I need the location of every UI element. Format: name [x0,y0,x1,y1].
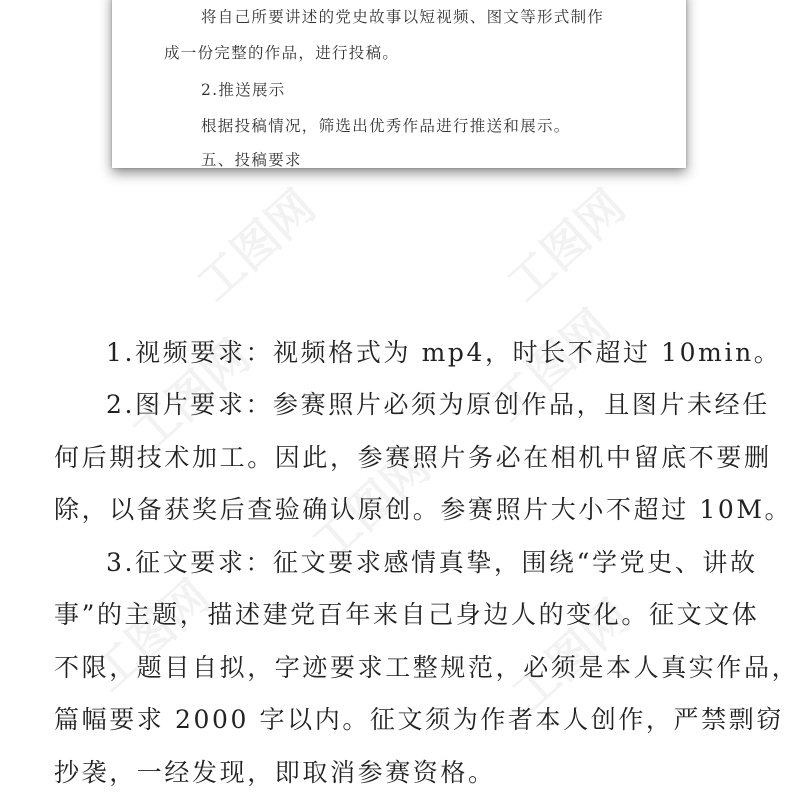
body-paragraph-line: 抄袭，一经发现，即取消参赛资格。 [54,758,496,787]
document-preview-card [112,0,686,168]
body-paragraph-line: 何后期技术加工。因此，参赛照片务必在相机中留底不要删 [54,443,772,472]
body-paragraph-line: 除，以备获奖后查验确认原创。参赛照片大小不超过 10M。 [54,495,793,524]
watermark: 工图网 [121,328,261,462]
watermark: 工图网 [81,568,221,702]
watermark: 工图网 [186,178,326,312]
card-paragraph-line: 根据投稿情况，筛选出优秀作品进行推送和展示。 [201,117,571,135]
body-paragraph-line: 1.视频要求：视频格式为 mp4，时长不超过 10min。 [106,338,782,367]
body-paragraph-line: 不限，题目自拟，字迹要求工整规范，必须是本人真实作品， [54,653,800,682]
body-paragraph-line: 篇幅要求 2000 字以内。征文须为作者本人创作，严禁剽窃 [54,705,784,734]
body-paragraph-line: 2.图片要求：参赛照片必须为原创作品，且图片未经任 [106,390,770,419]
card-section-heading: 2.推送展示 [201,81,286,99]
body-paragraph-line: 事”的主题，描述建党百年来自己身边人的变化。征文文体 [54,600,760,629]
card-section-heading: 五、投稿要求 [201,151,302,169]
card-paragraph-line: 将自己所要讲述的党史故事以短视频、图文等形式制作 [201,8,605,26]
card-paragraph-line: 成一份完整的作品，进行投稿。 [164,44,400,62]
watermark: 工图网 [496,178,636,312]
body-paragraph-line: 3.征文要求：征文要求感情真挚，围绕“学党史、讲故 [106,548,758,577]
watermark: 工图网 [481,298,621,432]
watermark: 工图网 [501,588,641,722]
watermark: 工图网 [301,438,441,572]
